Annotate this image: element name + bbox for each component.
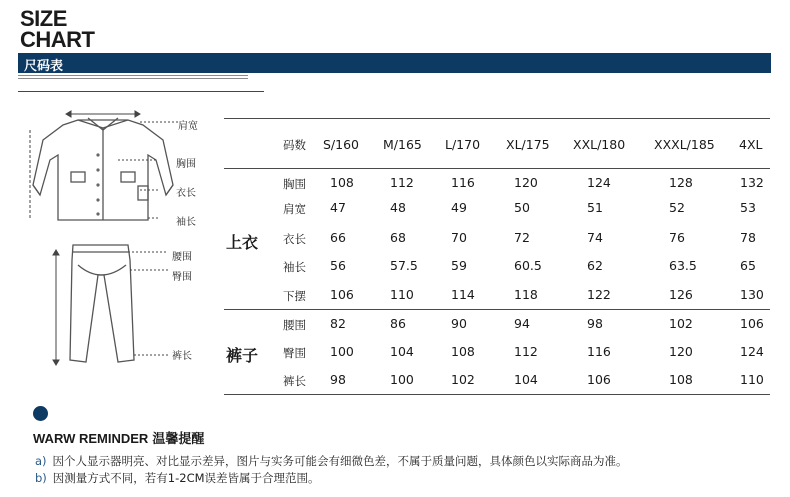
table-cell: 52 [669,200,685,215]
title-line-2: CHART [20,27,95,52]
note-text: 因个人显示器明亮、对比显示差异，图片与实务可能会有细微色差，不属于质量问题，具体颜色以实际商品为准。 [52,454,628,468]
row-label: 衣长 [283,232,306,246]
table-cell: 98 [330,372,346,387]
row-label: 裤长 [283,374,306,388]
table-rule-top [224,118,770,119]
size-chart-title [20,8,95,50]
label-shoulder: 肩宽 [178,121,198,132]
table-cell: 106 [330,287,354,302]
reminder-title [33,428,204,447]
row-label: 肩宽 [283,202,306,216]
table-cell: 110 [390,287,414,302]
table-cell: 94 [514,316,530,331]
table-cell: 118 [514,287,538,302]
table-cell: 72 [514,230,530,245]
group-label-top: 上衣 [226,233,259,252]
table-cell: 106 [587,372,611,387]
table-cell: 60.5 [514,258,542,273]
table-cell: 120 [669,344,693,359]
table-cell: 50 [514,200,530,215]
size-header: S/160 [323,137,360,152]
table-cell: 112 [390,175,414,190]
note-marker: a) [35,454,47,468]
group-label-pants: 裤子 [226,346,259,365]
table-cell: 112 [514,344,538,359]
table-cell: 59 [451,258,467,273]
fine-print-decoration [18,75,248,81]
table-cell: 62 [587,258,603,273]
label-chest: 胸围 [176,159,196,170]
table-cell: 78 [740,230,756,245]
title-line-1: SIZE [20,6,67,31]
table-cell: 82 [330,316,346,331]
table-cell: 104 [390,344,414,359]
table-cell: 130 [740,287,764,302]
size-header: XXL/180 [573,137,626,152]
size-header: 4XL [739,137,763,152]
table-cell: 74 [587,230,603,245]
table-cell: 86 [390,316,406,331]
table-cell: 108 [451,344,475,359]
table-cell: 124 [740,344,764,359]
table-rule-bottom [224,394,770,395]
table-cell: 48 [390,200,406,215]
size-header: XXXL/185 [654,137,715,152]
table-cell: 53 [740,200,756,215]
note-text: 因测量方式不同，若有1-2CM误差皆属于合理范围。 [52,471,320,485]
table-cell: 68 [390,230,406,245]
section-header-bar [18,53,771,73]
table-cell: 66 [330,230,346,245]
label-hip: 臀围 [172,272,192,283]
table-cell: 104 [514,372,538,387]
reminder-title-cn: 温馨提醒 [152,432,205,447]
table-cell: 110 [740,372,764,387]
table-rule-header [224,168,770,169]
table-cell: 116 [587,344,611,359]
label-sleeve: 袖长 [176,217,196,228]
table-cell: 65 [740,258,756,273]
table-cell: 116 [451,175,475,190]
table-cell: 100 [390,372,414,387]
row-label: 臀围 [283,346,306,360]
row-label: 腰围 [283,318,306,332]
table-cell: 57.5 [390,258,418,273]
reminder-note [35,453,628,469]
row-label: 袖长 [283,260,306,274]
table-cell: 47 [330,200,346,215]
label-length: 衣长 [176,188,196,199]
table-cell: 108 [330,175,354,190]
size-header: XL/175 [506,137,550,152]
table-cell: 126 [669,287,693,302]
divider-rule [18,91,264,92]
table-cell: 70 [451,230,467,245]
table-cell: 124 [587,175,611,190]
table-cell: 128 [669,175,693,190]
table-cell: 100 [330,344,354,359]
reminder-bullet-icon [33,406,48,421]
table-cell: 63.5 [669,258,697,273]
section-header-label: 尺码表 [24,59,64,74]
table-cell: 76 [669,230,685,245]
size-header: L/170 [445,137,481,152]
table-cell: 98 [587,316,603,331]
table-rule-group [224,309,770,310]
table-cell: 56 [330,258,346,273]
table-cell: 49 [451,200,467,215]
table-cell: 51 [587,200,603,215]
table-cell: 132 [740,175,764,190]
table-cell: 106 [740,316,764,331]
note-marker: b) [35,471,47,485]
size-header-label: 码数 [283,138,306,152]
table-cell: 108 [669,372,693,387]
label-waist: 腰围 [172,252,192,263]
reminder-note [35,470,320,486]
label-trouser-length: 裤长 [172,351,192,362]
size-header: M/165 [383,137,422,152]
table-cell: 122 [587,287,611,302]
row-label: 胸围 [283,177,306,191]
table-cell: 114 [451,287,475,302]
row-label: 下摆 [283,289,306,303]
table-cell: 90 [451,316,467,331]
table-cell: 102 [451,372,475,387]
table-cell: 102 [669,316,693,331]
table-cell: 120 [514,175,538,190]
pants-outline-icon [70,245,134,362]
reminder-title-en: WARW REMINDER [33,431,149,446]
